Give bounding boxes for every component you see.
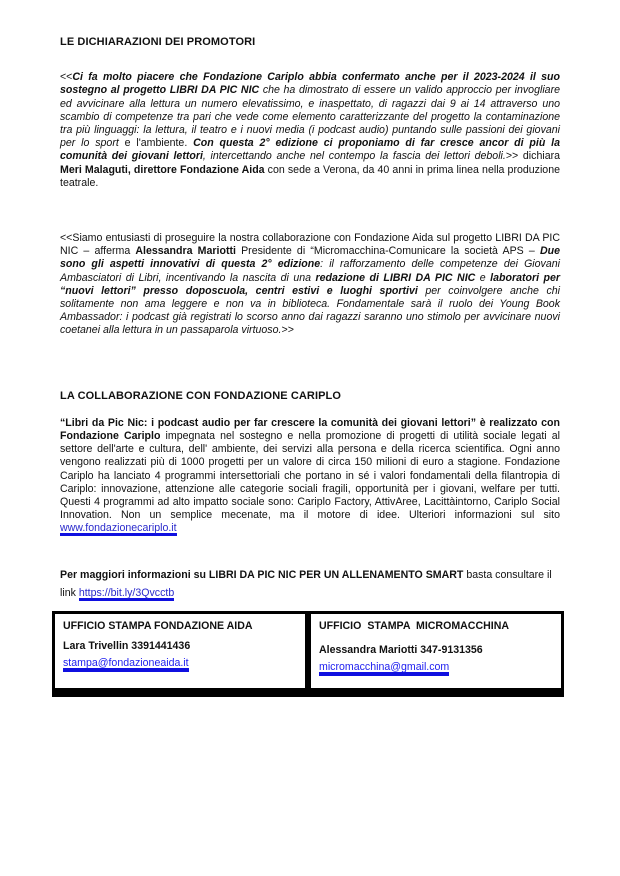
bitly-link[interactable]: https://bit.ly/3Qvcctb	[78, 587, 175, 600]
speaker-name: Meri Malaguti, direttore Fondazione Aida	[60, 163, 265, 176]
contact-aida	[55, 614, 305, 688]
quote-malaguti: <<Ci fa molto piacere che Fondazione Cariplo abbia confermato anche per il 2023-2024 il suo sostegno al progetto LIBRI DA PIC NIC che ha dimostrato di essere un valido approccio per invogliare ed avvicinare alla lettura un numero elevatissimo, e inaspettato, di ragazzi dai 9 ai 14 attraverso uno scambio di competenze tra pari che vede come elemento caratterizzante del progetto la contaminazione tra più linguaggi: la lettura, il teatro e i nuovi media (i podcast audio) puntando sulle passioni dei giovani per lo sport e l'ambiente. Con questa 2° edizione ci proponiamo di far cresce ancor di più la comunità dei giovani lettori, intercettando anche nel contempo la fascia dei lettori deboli.>> dichiara Meri Malaguti, direttore Fondazione Aida con sede a Verona, da 40 anni in prima linea nella produzione teatrale.	[60, 71, 561, 189]
section-heading-cariplo: LA COLLABORAZIONE CON FONDAZIONE CARIPLO	[60, 389, 342, 402]
cariplo-paragraph: “Libri da Pic Nic: i podcast audio per far crescere la comunità dei giovani lettori” è realizzato con Fondazione Cariplo impegnata nel sostegno e nella promozione di progetti di utilità sociale legati al settore dell'arte e cultura, dell' ambiente, dei servizi alla persona e della ricerca scientifica. Ogni anno vengono realizzati più di 1000 progetti per un valore di circa 150 milioni di euro a stagione. Fondazione Cariplo ha lanciato 4 programmi intersettoriali che portano in sé i valori fondamentali della filantropia di Cariplo: innovazione, attenzione alle categorie sociali fragili, opportunità per i giovani, welfare per tutti. Questi 4 programmi ad alto impatto sociale sono: Cariplo Factory, AttivAree, Lacittàintorno, Cariplo Social Innovation. Non un semplice mecenate, ma il motore di idee. Ulteriori informazioni sul sito www.fondazionecariplo.it	[60, 416, 560, 535]
contact-title: UFFICIO STAMPA FONDAZIONE AIDA	[63, 620, 253, 632]
cariplo-link[interactable]: www.fondazionecariplo.it	[60, 522, 177, 535]
contact-email-link[interactable]: stampa@fondazioneaida.it	[63, 659, 189, 672]
speaker-name: Alessandra Mariotti	[135, 245, 236, 258]
contact-micromacchina	[305, 614, 561, 688]
contact-name: Alessandra Mariotti 347-9131356	[319, 644, 483, 656]
quote-mariotti: <<Siamo entusiasti di proseguire la nostra collaborazione con Fondazione Aida sul progetto LIBRI DA PIC NIC – afferma Alessandra Mariotti Presidente di “Micromacchina-Comunicare la società APS – Due sono gli aspetti innovativi di questa 2° edizione: il rafforzamento delle competenze dei Giovani Ambasciatori di Libri, incentivando la nascita di una redazione di LIBRI DA PIC NIC e laboratori per “nuovi lettori” presso doposcuola, centri estivi e luoghi sportivi per coinvolgere anche chi solitamente non ama leggere e non va in biblioteca. Fondamentale sarà il ruolo dei Young Book Ambassador: i podcast già registrati lo scorso anno dai ragazzi saranno uno stimolo per avvicinare nuovi coetanei alla lettura in un passaparola virtuoso.>>	[60, 232, 561, 337]
more-info-paragraph: Per maggiori informazioni su LIBRI DA PIC NIC PER UN ALLENAMENTO SMART basta consultare il link https://bit.ly/3Qvcctb	[60, 569, 552, 600]
contact-title: UFFICIO STAMPA MICROMACCHINA	[319, 620, 509, 632]
press-contacts-box	[52, 611, 564, 691]
document-page	[60, 36, 560, 602]
section-heading-promotori: LE DICHIARAZIONI DEI PROMOTORI	[60, 36, 256, 48]
quote-bold-italic: Ci fa molto piacere che Fondazione Cariplo abbia confermato anche per il 2023-2024 il suo sostegno al progetto LIBRI DA PIC NIC	[60, 71, 560, 97]
contact-email-link[interactable]: micromacchina@gmail.com	[319, 663, 449, 676]
contact-name: Lara Trivellin 3391441436	[63, 640, 191, 652]
